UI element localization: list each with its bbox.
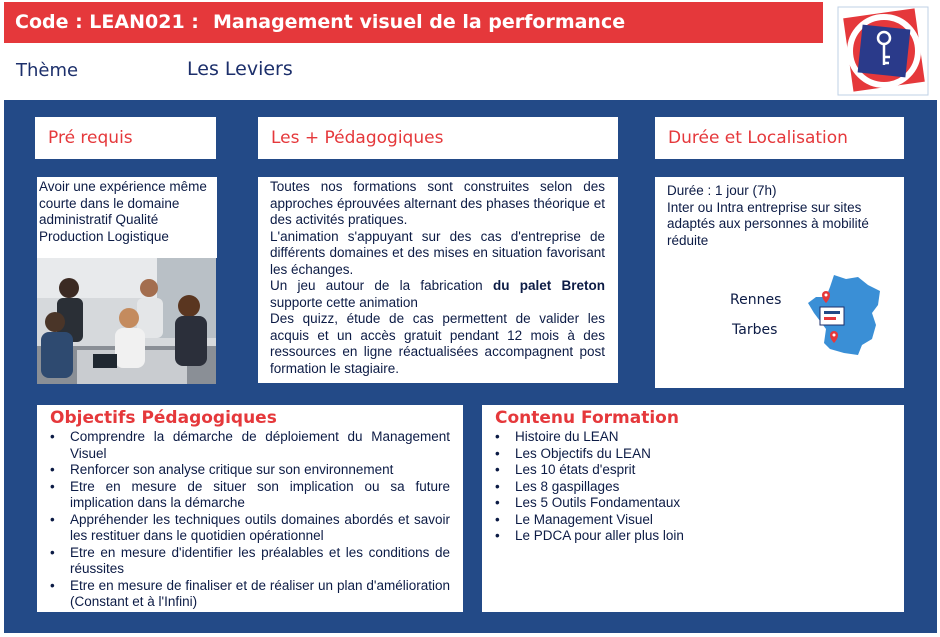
contenu-list xyxy=(495,429,890,545)
header-bar xyxy=(4,2,823,43)
list-item: • Les Objectifs du LEAN xyxy=(495,446,890,463)
palet-breton-highlight: du palet Breton xyxy=(492,278,605,293)
prerequis-text: Avoir une expérience même courte dans le domaine administratif Qualité Production Logistique xyxy=(39,179,207,244)
list-item: • Appréhender les techniques outils domaines abordés et savoir les restituer dans le quotidien opérationnel xyxy=(50,512,450,545)
pedagogiques-paragraph-4: Des quizz, étude de cas permettent de valider les acquis et un accès gratuit pendant 12 mois à des ressources en ligne réactualisées accompagnent post formation le stagiaire. xyxy=(270,311,605,376)
list-item: • Les 8 gaspillages xyxy=(495,479,890,496)
list-item: • Etre en mesure d'identifier les préalables et les conditions de réussites xyxy=(50,545,450,578)
pedagogiques-p3-end: supporte cette animation xyxy=(270,294,418,310)
list-item: • Etre en mesure de situer son implication ou sa future implication dans la démarche xyxy=(50,479,450,512)
city-tarbes: Tarbes xyxy=(732,322,778,338)
duree-text xyxy=(667,183,897,249)
prerequis-box xyxy=(37,177,217,258)
key-logo-icon xyxy=(834,3,932,99)
list-item: • Le PDCA pour aller plus loin xyxy=(495,528,890,545)
list-item: • Les 5 Outils Fondamentaux xyxy=(495,495,890,512)
contenu-box xyxy=(482,405,904,612)
france-map-icon xyxy=(806,273,884,359)
theme-label: Thème xyxy=(16,60,79,81)
list-item: • Le Management Visuel xyxy=(495,512,890,529)
list-item: • Comprendre la démarche de déploiement du Management Visuel xyxy=(50,429,450,462)
list-item: • Histoire du LEAN xyxy=(495,429,890,446)
pedagogiques-paragraph-2: L'animation s'appuyant sur des cas d'entreprise de différents domaines et des mises en situation favorisant les échanges. xyxy=(270,228,605,277)
list-item: • Les 10 états d'esprit xyxy=(495,462,890,479)
objectifs-box xyxy=(37,405,463,612)
pedagogiques-text xyxy=(270,179,605,377)
duree-title: Durée et Localisation xyxy=(668,128,848,148)
course-title: Management visuel de la performance xyxy=(213,11,626,33)
localisation-line: Inter ou Intra entreprise sur sites adaptés aux personnes à mobilité réduite xyxy=(667,199,869,248)
city-rennes: Rennes xyxy=(730,292,782,308)
pedagogiques-paragraph-1: Toutes nos formations sont construites selon des approches éprouvées alternant des phases théorique et des activités pratiques. xyxy=(270,179,605,227)
pedagogiques-paragraph-3 xyxy=(270,278,605,311)
pedagogiques-title: Les + Pédagogiques xyxy=(271,128,444,148)
list-item: • Renforcer son analyse critique sur son environnement xyxy=(50,462,450,479)
objectifs-list xyxy=(50,429,450,611)
contenu-title: Contenu Formation xyxy=(495,408,679,428)
prerequis-title: Pré requis xyxy=(48,128,133,148)
duree-line: Durée : 1 jour (7h) xyxy=(667,183,777,198)
pedagogiques-box xyxy=(258,177,618,383)
list-item: • Etre en mesure de finaliser et de réaliser un plan d'amélioration (Constant et à l'Infini) xyxy=(50,578,450,611)
theme-value: Les Leviers xyxy=(187,58,293,80)
course-code: Code : LEAN021 : xyxy=(15,11,199,33)
pedagogiques-p3-start: Un jeu autour de la fabrication xyxy=(270,278,483,293)
team-meeting-photo xyxy=(37,258,216,384)
objectifs-title: Objectifs Pédagogiques xyxy=(50,408,277,428)
